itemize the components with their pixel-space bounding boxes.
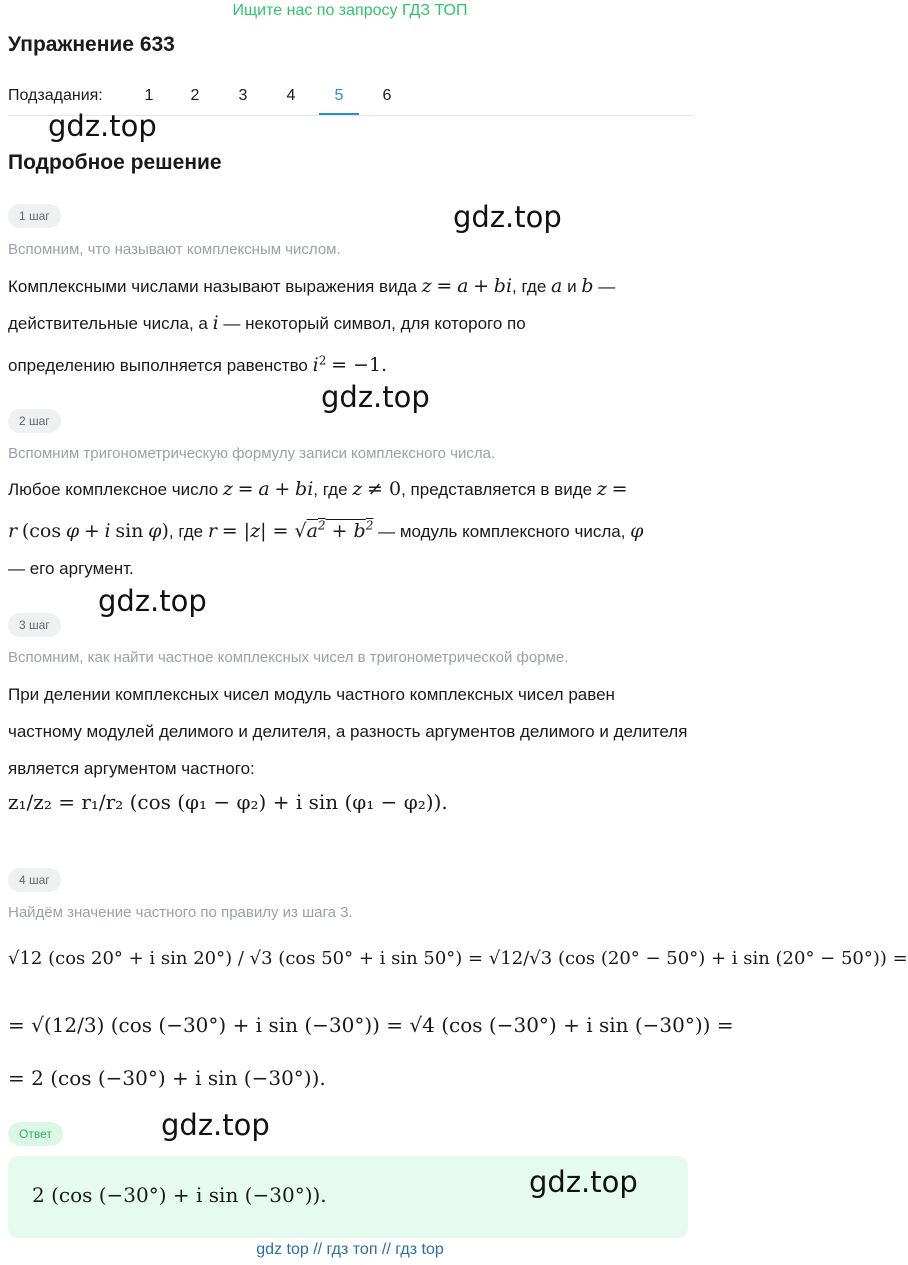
step-2-text: Любое комплексное число z = a + bi, где z ≠ 0, представляется в виде z = r (cos φ + i sin φ), где $r = |z| = √a^2 + b^2$ — модуль комплексного числа, φ — его аргумент. [8, 478, 644, 579]
step-2-badge: 2 шаг [8, 409, 61, 433]
watermark: gdz.top [161, 1108, 270, 1142]
active-tab-indicator [319, 113, 359, 115]
answer-value: 2 (cos (−30°) + i sin (−30°)). [32, 1183, 327, 1207]
step-4-line-3: = 2 (cos (−30°) + i sin (−30°)). [8, 1066, 326, 1090]
watermark: gdz.top [321, 380, 430, 414]
subtask-tab-2[interactable]: 2 [190, 87, 200, 104]
subtask-tab-5[interactable]: 5 [334, 87, 344, 104]
step-1-badge: 1 шаг [8, 204, 61, 228]
watermark: gdz.top [453, 200, 562, 234]
step-4-line-1: √12 (cos 20° + i sin 20°) / √3 (cos 50° + i sin 50°) = √12/√3 (cos (20° − 50°) + i sin (20° − 50°)) = [8, 948, 908, 969]
watermark: gdz.top [48, 109, 157, 143]
step-4-line-2: = √(12/3) (cos (−30°) + i sin (−30°)) = √4 (cos (−30°) + i sin (−30°)) = [8, 1013, 734, 1037]
section-title: Подробное решение [8, 151, 222, 174]
step-1-hint: Вспомним, что называют комплексным числом. [8, 241, 341, 258]
step-3-badge: 3 шаг [8, 613, 61, 637]
subtask-tab-4[interactable]: 4 [286, 87, 296, 104]
subtasks-label: Подзадания: [8, 87, 103, 104]
watermark: gdz.top [98, 584, 207, 618]
subtask-tab-3[interactable]: 3 [238, 87, 248, 104]
step-4-badge: 4 шаг [8, 868, 61, 892]
watermark: gdz.top [529, 1165, 638, 1199]
page-title: Упражнение 633 [8, 33, 175, 56]
subtask-tab-6[interactable]: 6 [382, 87, 392, 104]
step-2-hint: Вспомним тригонометрическую формулу записи комплексного числа. [8, 445, 496, 462]
step-3-text: При делении комплексных чисел модуль частного комплексных чисел равен частному модулей делимого и делителя, а разность аргументов делимого и делителя является аргументом частного: [8, 685, 688, 778]
step-3-formula: z₁/z₂ = r₁/r₂ (cos (φ₁ − φ₂) + i sin (φ₁ − φ₂)). [8, 790, 448, 814]
step-3-hint: Вспомним, как найти частное комплексных чисел в тригонометрической форме. [8, 649, 569, 666]
search-banner: Ищите нас по запросу ГДЗ ТОП [232, 2, 468, 19]
step-1-text: Комплексными числами называют выражения вида z = a + bi, где a и b — действительные числа, а i — некоторый символ, для которого по определению выполняется равенство $i^2 = -1$. [8, 275, 616, 376]
subtask-tab-1[interactable]: 1 [144, 87, 154, 104]
step-4-hint: Найдём значение частного по правилу из шага 3. [8, 904, 353, 921]
answer-badge: Ответ [8, 1122, 63, 1146]
footer-links[interactable]: gdz top // гдз топ // гдз top [256, 1241, 444, 1258]
